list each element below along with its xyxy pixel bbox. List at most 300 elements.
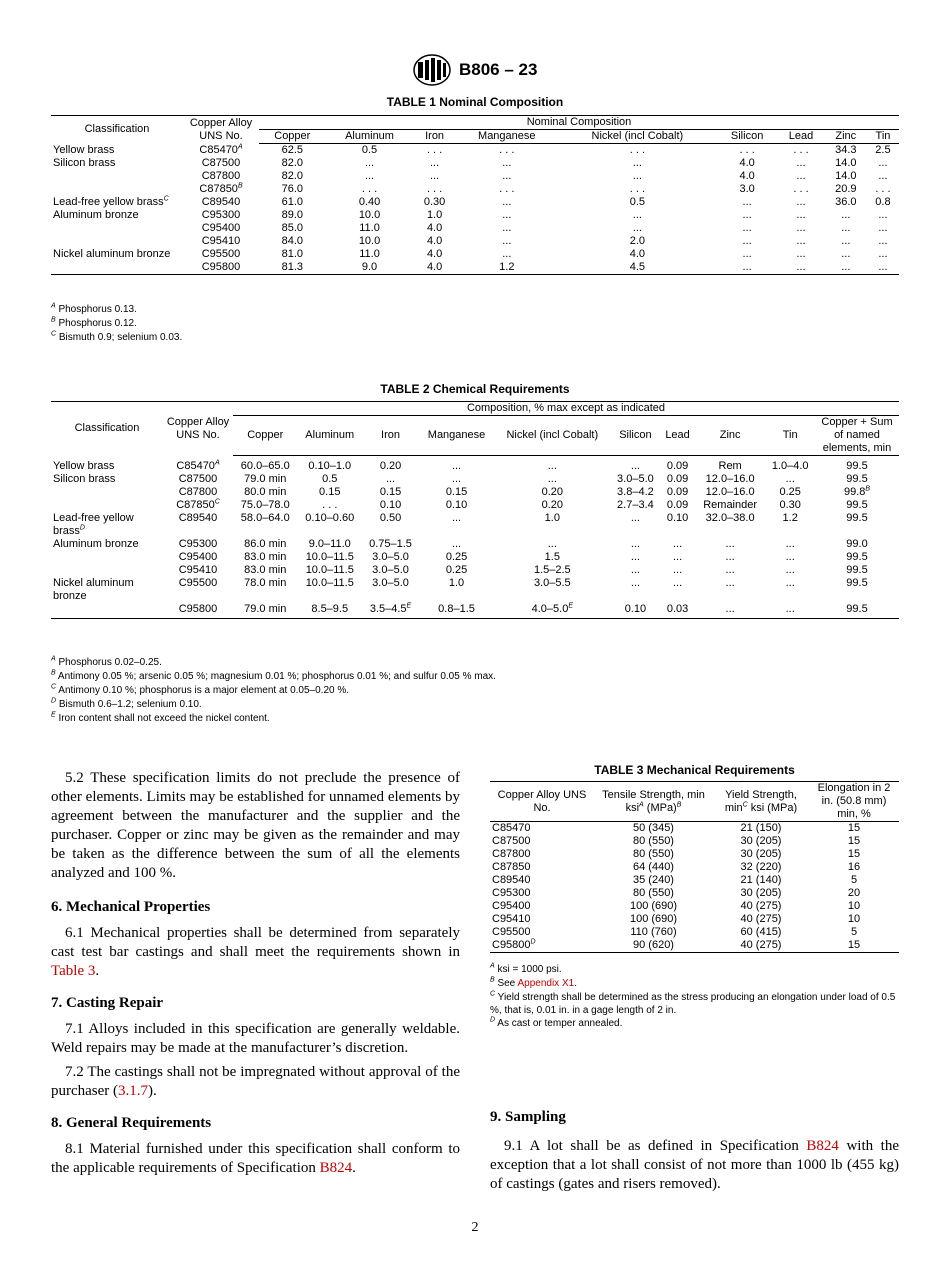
t1-value-cell: 0.5 bbox=[629, 196, 646, 208]
table-row bbox=[51, 499, 899, 512]
table-row bbox=[51, 248, 899, 261]
t3-yield-cell: 60 (415) bbox=[740, 926, 782, 938]
t2-value-cell: 10.0–11.5 bbox=[305, 577, 354, 589]
t2-value-cell: 1.0 bbox=[448, 577, 465, 589]
t1-value-cell: 4.0 bbox=[426, 235, 443, 247]
t2-value-cell: 99.5 bbox=[846, 551, 868, 563]
t2-value-cell: 9.0–11.0 bbox=[308, 538, 351, 550]
section-8-heading: 8. General Requirements bbox=[51, 1115, 212, 1131]
t2-value-cell: 3.0–5.0 bbox=[372, 577, 409, 589]
t1-value-cell: ... bbox=[777, 261, 824, 275]
t2-header-classification: Classification bbox=[51, 402, 163, 456]
t1-col-header: Lead bbox=[777, 130, 824, 144]
t1-classification-cell bbox=[51, 170, 183, 183]
t2-value-cell: 99.0 bbox=[846, 538, 868, 550]
t1-value-cell: ... bbox=[878, 209, 888, 221]
paragraph-7-2: 7.2 The castings shall not be impregnated without approval of the purchaser (3.1.7). bbox=[51, 1064, 460, 1099]
appendix-x1-link[interactable]: Appendix X1 bbox=[517, 978, 575, 989]
t2-value-cell: 86.0 min bbox=[244, 538, 287, 550]
t1-classification-cell: Nickel aluminum bronze bbox=[53, 248, 171, 260]
t2-value-cell: 99.5 bbox=[846, 512, 868, 524]
page-header bbox=[0, 54, 950, 86]
t1-value-cell: . . . bbox=[499, 183, 515, 195]
t2-value-cell: 10.0–11.5 bbox=[305, 564, 354, 576]
t1-value-cell: . . . bbox=[629, 183, 646, 195]
t1-classification-cell: Silicon brass bbox=[53, 157, 116, 169]
t1-value-cell: 0.5 bbox=[361, 144, 378, 156]
t1-value-cell: 3.0 bbox=[739, 183, 755, 195]
t3-yield-cell: 30 (205) bbox=[740, 848, 782, 860]
t2-value-cell: 1.0 bbox=[544, 512, 560, 524]
table-row bbox=[51, 209, 899, 222]
t3-elongation-cell: 15 bbox=[847, 848, 861, 860]
t1-classification-cell: Aluminum bronze bbox=[53, 209, 139, 221]
t2-value-cell: 0.09 bbox=[666, 499, 689, 511]
t1-value-cell: 11.0 bbox=[359, 248, 380, 260]
table-row bbox=[51, 222, 899, 235]
t1-value-cell: 4.0 bbox=[629, 248, 646, 260]
t2-value-cell: 0.09 bbox=[666, 460, 689, 472]
t1-value-cell: 76.0 bbox=[281, 183, 303, 195]
t1-alloy-cell: $C85470^A$ bbox=[199, 143, 243, 156]
t2-value-cell: 0.15 bbox=[319, 486, 341, 498]
t1-col-header: Iron bbox=[413, 130, 455, 144]
t3-elongation-cell: 5 bbox=[850, 926, 858, 938]
t2-alloy-cell: C87500 bbox=[178, 473, 218, 485]
t1-value-cell: ... bbox=[430, 157, 440, 169]
t2-value-cell: 99.5 bbox=[846, 499, 868, 511]
t1-value-cell: . . . bbox=[875, 183, 891, 195]
t2-value-cell: 0.30 bbox=[779, 499, 801, 511]
t3-yield-cell: 40 (275) bbox=[740, 900, 782, 912]
table-row bbox=[51, 577, 899, 603]
t1-col-header: Tin bbox=[867, 130, 899, 144]
t1-value-cell: ... bbox=[796, 222, 806, 234]
table-row bbox=[51, 512, 899, 538]
t2-value-cell: 1.5–2.5 bbox=[533, 564, 571, 576]
t1-value-cell: ... bbox=[502, 209, 512, 221]
t1-value-cell: ... bbox=[742, 196, 752, 208]
t3-tensile-cell: 35 (240) bbox=[633, 874, 674, 886]
right-column-text bbox=[490, 1108, 899, 1194]
t2-value-cell: 99.5 bbox=[846, 564, 868, 576]
table-row bbox=[51, 486, 899, 499]
t1-value-cell: 61.0 bbox=[281, 196, 303, 208]
t1-value-cell: ... bbox=[717, 261, 777, 275]
t1-value-cell: 81.0 bbox=[281, 248, 303, 260]
t1-value-cell: 0.40 bbox=[358, 196, 381, 208]
t2-footnote: $^E$ Iron content shall not exceed the nickel content. bbox=[51, 711, 270, 724]
t1-value-cell: ... bbox=[841, 222, 851, 234]
t2-header-group: Composition, % max except as indicated bbox=[233, 402, 899, 416]
t2-value-cell: 0.09 bbox=[666, 486, 689, 498]
t2-value-cell: 75.0–78.0 bbox=[240, 499, 290, 511]
t3-yield-cell: 32 (220) bbox=[740, 861, 782, 873]
t3-elongation-cell: 15 bbox=[809, 939, 899, 953]
t1-value-cell: ... bbox=[364, 157, 375, 169]
t2-col-header: Tin bbox=[765, 416, 815, 456]
t1-col-header: Zinc bbox=[825, 130, 867, 144]
t2-value-cell: 83.0 min bbox=[244, 564, 287, 576]
t1-value-cell: ... bbox=[632, 170, 642, 182]
t1-value-cell: ... bbox=[825, 261, 867, 275]
t2-value-cell: 99.5 bbox=[846, 460, 868, 472]
t1-alloy-cell: C95410 bbox=[201, 235, 241, 247]
paragraph-9-1: 9.1 A lot shall be as defined in Specification B824 with the exception that a lot shall consist of not more than 1000 lb (455 kg) of castings (gates and risers removed). bbox=[490, 1138, 899, 1192]
table-row bbox=[51, 564, 899, 577]
t3-tensile-cell: 80 (550) bbox=[633, 887, 674, 899]
t2-value-cell: ... bbox=[630, 551, 640, 563]
t2-value-cell: Remainder bbox=[703, 499, 758, 511]
table-row bbox=[490, 913, 899, 926]
t2-value-cell: 0.10–0.60 bbox=[305, 512, 355, 524]
t1-value-cell: ... bbox=[841, 248, 851, 260]
t1-alloy-cell: C95500 bbox=[201, 248, 241, 260]
t2-value-cell: 0.5 bbox=[322, 473, 338, 485]
t1-classification-cell: Lead-free yellow brass$^C$ bbox=[53, 195, 169, 208]
t2-value-cell: ... bbox=[672, 551, 683, 563]
t3-tensile-cell: 64 (440) bbox=[633, 861, 674, 873]
t2-classification-cell: Aluminum bronze bbox=[53, 538, 139, 550]
t2-value-cell: 0.10 bbox=[445, 499, 468, 511]
left-column-text bbox=[51, 769, 460, 1178]
table3-footnotes bbox=[490, 963, 899, 1031]
t3-alloy-cell: C89540 bbox=[492, 874, 531, 886]
t3-yield-cell: 21 (140) bbox=[740, 874, 782, 886]
t2-alloy-cell: $C87850^C$ bbox=[176, 498, 220, 511]
t2-classification-cell bbox=[51, 486, 163, 499]
t2-value-cell: 0.20 bbox=[379, 460, 402, 472]
t1-alloy-cell: C95800 bbox=[183, 261, 259, 275]
table-row bbox=[490, 822, 899, 836]
t3-yield-cell: 30 (205) bbox=[740, 835, 782, 847]
t2-value-cell: 0.8–1.5 bbox=[419, 603, 494, 619]
t2-value-cell: ... bbox=[630, 538, 640, 550]
t2-footnote: $^D$ Bismuth 0.6–1.2; selenium 0.10. bbox=[51, 697, 202, 710]
t3-alloy-cell: C95400 bbox=[492, 900, 531, 912]
t2-value-cell: ... bbox=[785, 538, 795, 550]
t2-value-cell: ... bbox=[725, 564, 735, 576]
table-row bbox=[490, 887, 899, 900]
section-3-1-7-link[interactable]: 3.1.7 bbox=[118, 1083, 149, 1099]
t1-value-cell: ... bbox=[878, 157, 888, 169]
t1-alloy-cell: C87500 bbox=[201, 157, 241, 169]
t2-value-cell: ... bbox=[725, 538, 735, 550]
t1-header-classification: Classification bbox=[51, 116, 183, 144]
t2-col-header: Nickel (incl Cobalt) bbox=[494, 416, 611, 456]
t1-value-cell: ... bbox=[742, 235, 752, 247]
t3-alloy-cell: C87500 bbox=[492, 835, 531, 847]
t1-value-cell: . . . bbox=[739, 144, 755, 156]
t1-value-cell: ... bbox=[796, 170, 806, 182]
t3-tensile-cell: 50 (345) bbox=[633, 822, 674, 834]
t1-value-cell: 82.0 bbox=[281, 170, 303, 182]
t1-col-header: Nickel (incl Cobalt) bbox=[558, 130, 717, 144]
t2-value-cell: 0.20 bbox=[541, 486, 564, 498]
t2-value-cell: ... bbox=[630, 512, 640, 524]
table-row bbox=[490, 848, 899, 861]
t1-col-header: Copper bbox=[259, 130, 326, 144]
table1-footnotes bbox=[51, 303, 182, 345]
t3-yield-cell: 30 (205) bbox=[740, 887, 782, 899]
t2-value-cell: 83.0 min bbox=[244, 551, 287, 563]
t1-value-cell: 1.0 bbox=[426, 209, 443, 221]
t2-footnote: $^C$ Antimony 0.10 %; phosphorus is a major element at 0.05–0.20 %. bbox=[51, 683, 350, 696]
t1-classification-cell bbox=[51, 261, 183, 275]
t1-value-cell: 0.8 bbox=[875, 196, 891, 208]
t2-value-cell: 32.0–38.0 bbox=[705, 512, 755, 524]
t1-value-cell: ... bbox=[878, 235, 888, 247]
t2-alloy-cell: $C85470^A$ bbox=[176, 458, 220, 472]
t3-alloy-cell: C95300 bbox=[492, 887, 531, 899]
t2-value-cell: 99.5 bbox=[846, 577, 868, 589]
t3-header-yield: Yield Strength, $\min^C$ ksi (MPa) bbox=[713, 782, 809, 822]
table-row bbox=[490, 874, 899, 887]
t1-value-cell: . . . bbox=[629, 144, 646, 156]
t2-value-cell: ... bbox=[672, 577, 683, 589]
t1-value-cell: ... bbox=[841, 209, 851, 221]
t2-value-cell: 8.5–9.5 bbox=[298, 603, 363, 619]
t2-value-cell: 10.0–11.5 bbox=[305, 551, 354, 563]
t1-value-cell: ... bbox=[742, 209, 752, 221]
t1-value-cell: ... bbox=[502, 222, 512, 234]
b824-link-2[interactable]: B824 bbox=[806, 1138, 839, 1154]
t1-value-cell: . . . bbox=[426, 144, 443, 156]
t1-alloy-cell: $C87850^B$ bbox=[199, 182, 243, 195]
t3-alloy-cell: C95500 bbox=[492, 926, 531, 938]
t3-alloy-cell: C87800 bbox=[492, 848, 531, 860]
t1-alloy-cell: C95300 bbox=[201, 209, 241, 221]
t2-value-cell: 0.10–1.0 bbox=[308, 460, 352, 472]
t3-elongation-cell: 15 bbox=[847, 822, 861, 834]
t2-value-cell: 58.0–64.0 bbox=[240, 512, 290, 524]
t2-classification-cell: Yellow brass bbox=[53, 459, 115, 472]
t1-col-header: Silicon bbox=[717, 130, 777, 144]
t2-alloy-cell: C95800 bbox=[163, 603, 233, 619]
t1-value-cell: ... bbox=[430, 170, 440, 182]
t2-alloy-cell: C95500 bbox=[178, 577, 218, 589]
table-row bbox=[51, 551, 899, 564]
t2-value-cell: 3.0–5.0 bbox=[617, 473, 654, 485]
t2-col-header: Silicon bbox=[611, 416, 661, 456]
t1-value-cell: ... bbox=[796, 248, 806, 260]
t1-alloy-cell: C89540 bbox=[201, 196, 241, 208]
t1-value-cell: ... bbox=[632, 209, 642, 221]
t2-col-header: Aluminum bbox=[298, 416, 363, 456]
table2-caption: TABLE 2 Chemical Requirements bbox=[380, 382, 570, 396]
table-row bbox=[490, 835, 899, 848]
t2-value-cell: 2.7–3.4 bbox=[617, 499, 654, 511]
t2-value-cell: ... bbox=[725, 551, 735, 563]
table3-link[interactable]: Table 3 bbox=[51, 963, 96, 979]
paragraph-8-1: 8.1 Material furnished under this specification shall conform to the applicable requirements of Specification B824. bbox=[51, 1141, 460, 1176]
table-row bbox=[51, 473, 899, 486]
t1-value-cell: 0.30 bbox=[423, 196, 446, 208]
t2-value-cell: ... bbox=[547, 460, 557, 472]
t2-value-cell: $3.5-4.5^E$ bbox=[362, 603, 419, 619]
table-row bbox=[490, 939, 899, 953]
t2-value-cell: $4.0-5.0^E$ bbox=[494, 603, 611, 619]
t3-header-elongation: Elongation in 2 in. (50.8 mm) min, % bbox=[809, 782, 899, 822]
t1-value-cell: 34.3 bbox=[835, 144, 857, 156]
t2-value-cell: 78.0 min bbox=[244, 577, 287, 589]
t1-alloy-cell: C95400 bbox=[201, 222, 241, 234]
t1-value-cell: 9.0 bbox=[326, 261, 414, 275]
t2-classification-cell bbox=[51, 603, 163, 619]
t2-value-cell: ... bbox=[672, 538, 683, 550]
t1-value-cell: 4.5 bbox=[558, 261, 717, 275]
table-row bbox=[51, 196, 899, 209]
t3-footnote-d: $^D$ As cast or temper annealed. bbox=[490, 1016, 623, 1029]
t3-elongation-cell: 16 bbox=[847, 861, 861, 873]
t1-value-cell: ... bbox=[742, 222, 752, 234]
t2-value-cell: ... bbox=[672, 564, 683, 576]
t3-alloy-cell: $C95800^D$ bbox=[490, 939, 594, 953]
t1-value-cell: ... bbox=[867, 261, 899, 275]
t2-value-cell: 0.25 bbox=[445, 551, 468, 563]
t3-elongation-cell: 15 bbox=[847, 835, 861, 847]
t2-value-cell: ... bbox=[385, 473, 396, 485]
table-row bbox=[490, 900, 899, 913]
t1-value-cell: ... bbox=[502, 248, 512, 260]
t2-value-cell: 3.0–5.5 bbox=[533, 577, 571, 589]
t2-value-cell: 80.0 min bbox=[244, 486, 287, 498]
t1-value-cell: 4.0 bbox=[426, 248, 443, 260]
t2-col-header: Manganese bbox=[419, 416, 494, 456]
t3-header-alloy: Copper Alloy UNS No. bbox=[490, 782, 594, 822]
t1-value-cell: 81.3 bbox=[259, 261, 326, 275]
t2-classification-cell: Silicon brass bbox=[53, 473, 116, 485]
t2-value-cell: ... bbox=[630, 577, 640, 589]
t2-value-cell: ... bbox=[451, 538, 462, 550]
paragraph-6-1: 6.1 Mechanical properties shall be determined from separately cast test bar castings and shall meet the requirements shown in Table 3. bbox=[51, 925, 460, 979]
t1-value-cell: 10.0 bbox=[358, 235, 381, 247]
table2-chemical-requirements bbox=[51, 401, 899, 619]
t2-classification-cell: Nickel aluminum bronze bbox=[53, 577, 134, 602]
t1-value-cell: ... bbox=[502, 196, 512, 208]
t2-value-cell: 0.10 bbox=[379, 499, 402, 511]
t2-alloy-cell: C95300 bbox=[178, 538, 218, 550]
t1-value-cell: . . . bbox=[361, 183, 378, 195]
t1-value-cell: . . . bbox=[793, 183, 809, 195]
t2-value-cell: 0.20 bbox=[541, 499, 564, 511]
t1-footnote: $^A$ Phosphorus 0.13. bbox=[51, 302, 137, 315]
t1-value-cell: 14.0 bbox=[835, 157, 857, 169]
t1-col-header: Manganese bbox=[456, 130, 558, 144]
table-row bbox=[51, 183, 899, 196]
b824-link[interactable]: B824 bbox=[319, 1160, 353, 1176]
t1-value-cell: 11.0 bbox=[359, 222, 380, 234]
t1-value-cell: ... bbox=[632, 157, 642, 169]
table-row bbox=[51, 261, 899, 275]
t2-value-cell: ... bbox=[630, 460, 640, 472]
t1-value-cell: ... bbox=[502, 157, 512, 169]
t2-footnote: $^A$ Phosphorus 0.02–0.25. bbox=[51, 655, 162, 668]
t2-value-cell: ... bbox=[725, 577, 735, 589]
t3-elongation-cell: 20 bbox=[847, 887, 861, 899]
t3-footnote-a: $^A$ ksi = 1000 psi. bbox=[490, 962, 562, 975]
t2-col-header: Iron bbox=[362, 416, 419, 456]
t1-value-cell: 89.0 bbox=[281, 209, 303, 221]
t2-value-cell: 0.10 bbox=[666, 512, 689, 524]
t1-value-cell: ... bbox=[841, 235, 851, 247]
t1-value-cell: ... bbox=[632, 222, 642, 234]
t1-value-cell: ... bbox=[796, 196, 806, 208]
page-number: 2 bbox=[471, 1220, 479, 1235]
t1-value-cell: 4.0 bbox=[739, 157, 755, 169]
t2-value-cell: 79.0 min bbox=[244, 473, 287, 485]
t1-value-cell: 4.0 bbox=[426, 222, 443, 234]
table-row bbox=[51, 456, 899, 474]
t2-value-cell: ... bbox=[695, 603, 765, 619]
t2-alloy-cell: C89540 bbox=[178, 512, 218, 524]
t3-tensile-cell: 80 (550) bbox=[633, 848, 674, 860]
t1-value-cell: ... bbox=[502, 170, 512, 182]
t2-value-cell: ... bbox=[785, 551, 795, 563]
paragraph-7-1: 7.1 Alloys included in this specification are generally weldable. Weld repairs may be made at the manufacturer’s discretion. bbox=[51, 1021, 460, 1056]
t1-col-header: Aluminum bbox=[326, 130, 414, 144]
t3-tensile-cell: 80 (550) bbox=[633, 835, 674, 847]
table-row bbox=[51, 235, 899, 248]
t1-value-cell: 1.2 bbox=[456, 261, 558, 275]
t2-value-cell: 99.5 bbox=[815, 603, 899, 619]
t2-value-cell: 1.0–4.0 bbox=[771, 460, 809, 472]
t1-value-cell: 2.5 bbox=[875, 144, 891, 156]
t1-value-cell: 85.0 bbox=[281, 222, 303, 234]
t2-value-cell: 3.0–5.0 bbox=[372, 551, 409, 563]
t2-value-cell: ... bbox=[547, 538, 557, 550]
t3-tensile-cell: 90 (620) bbox=[594, 939, 713, 953]
t2-classification-cell bbox=[51, 499, 163, 512]
paragraph-5-2: 5.2 These specification limits do not preclude the presence of other elements. Limits may be established for unnamed elements by agreement between the manufacturer and the supplier and the purchaser. Copper or zinc may be given as the remainder and may be taken as the difference between the sum of all the elements analyzed and 100 %. bbox=[51, 770, 460, 881]
t2-value-cell: ... bbox=[630, 564, 640, 576]
table-row bbox=[490, 861, 899, 874]
t1-footnote: $^B$ Phosphorus 0.12. bbox=[51, 316, 137, 329]
t3-alloy-cell: C85470 bbox=[492, 822, 531, 834]
t2-value-cell: 0.25 bbox=[779, 486, 801, 498]
t2-value-cell: ... bbox=[451, 512, 462, 524]
t2-value-cell: 1.5 bbox=[544, 551, 560, 563]
table1-caption: TABLE 1 Nominal Composition bbox=[386, 95, 564, 109]
t1-value-cell: 4.0 bbox=[739, 170, 755, 182]
t2-value-cell: ... bbox=[451, 460, 462, 472]
t2-value-cell: $99.8^B$ bbox=[843, 485, 871, 498]
t3-footnote-b: $^B$ See Appendix X1. bbox=[490, 976, 577, 989]
t2-classification-cell: Lead-free yellow brass$^D$ bbox=[53, 512, 134, 537]
table-row bbox=[51, 538, 899, 551]
t2-value-cell: 0.75–1.5 bbox=[369, 538, 412, 550]
section-7-heading: 7. Casting Repair bbox=[51, 995, 164, 1011]
t3-yield-cell: 40 (275) bbox=[740, 913, 782, 925]
t2-value-cell: ... bbox=[451, 473, 462, 485]
t1-value-cell: ... bbox=[796, 157, 806, 169]
t3-tensile-cell: 110 (760) bbox=[630, 926, 677, 938]
t2-value-cell: 0.15 bbox=[445, 486, 468, 498]
t3-tensile-cell: 100 (690) bbox=[629, 913, 678, 925]
t2-alloy-cell: C95410 bbox=[178, 564, 218, 576]
t2-value-cell: 3.8–4.2 bbox=[617, 486, 654, 498]
section-9-heading: 9. Sampling bbox=[490, 1109, 566, 1125]
t2-value-cell: 0.10 bbox=[611, 603, 661, 619]
t2-value-cell: 0.09 bbox=[666, 473, 689, 485]
t1-value-cell: 20.9 bbox=[835, 183, 857, 195]
table1-nominal-composition bbox=[51, 115, 899, 275]
t2-value-cell: 99.5 bbox=[846, 473, 868, 485]
t1-value-cell: 82.0 bbox=[281, 157, 303, 169]
t2-col-header: Copper bbox=[233, 416, 298, 456]
t1-header-alloy: Copper Alloy UNS No. bbox=[183, 116, 259, 144]
t1-classification-cell bbox=[51, 222, 183, 235]
